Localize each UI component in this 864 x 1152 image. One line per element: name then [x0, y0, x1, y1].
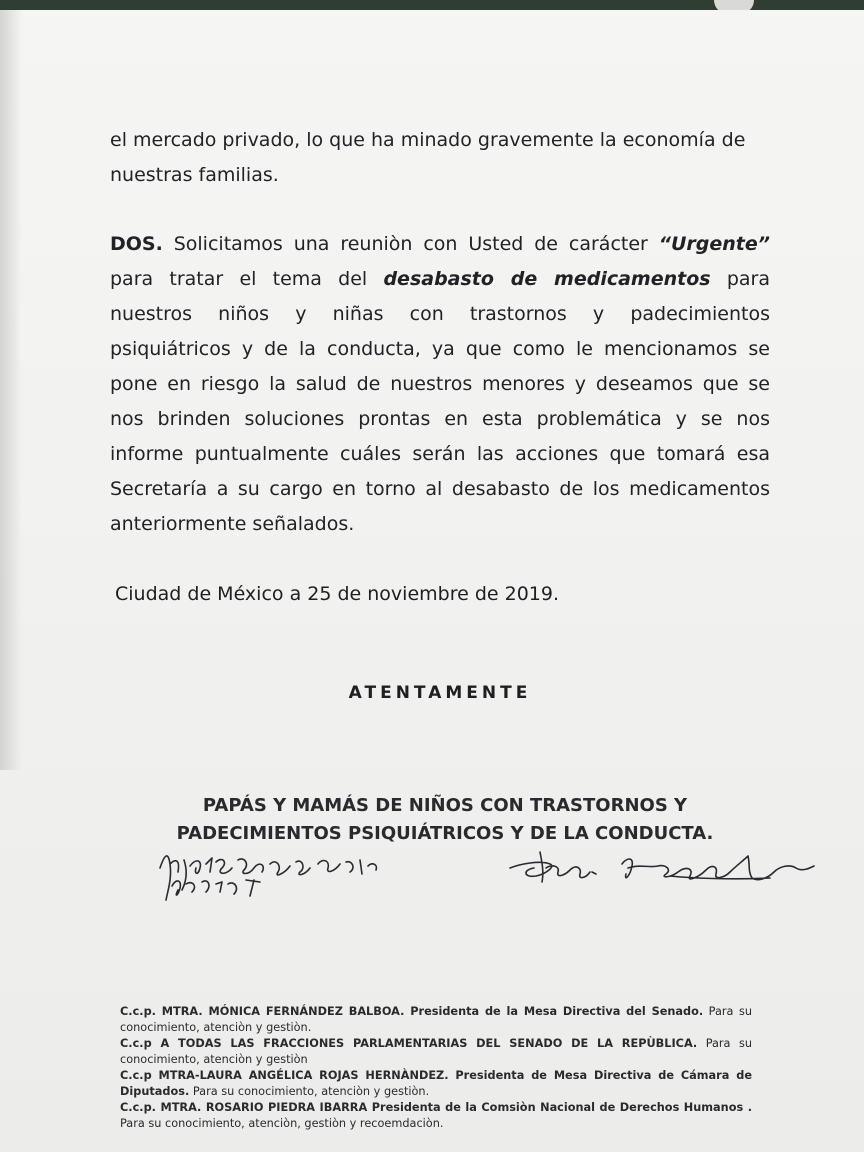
paragraph2-line8: Secretaría a su cargo en torno al desabasto de los medicamentos — [110, 478, 770, 500]
paragraph2-line3: nuestros niños y niñas con trastornos y padecimientos — [110, 303, 770, 325]
paragraph-continuation — [110, 123, 770, 193]
section-lead: DOS. — [110, 233, 163, 255]
signature-2 — [510, 852, 596, 882]
shortage-emphasis: desabasto de medicamentos — [383, 268, 711, 290]
paragraph2-line2: para tratar el tema del desabasto de medicamentos para — [110, 268, 770, 290]
ccp-item-2: C.c.p A TODAS LAS FRACCIONES PARLAMENTARIAS DEL SENADO DE LA REPÙBLICA. Para su conocimiento, atenciòn y gestiòn — [120, 1037, 753, 1066]
closing-salutation: ATENTAMENTE — [348, 683, 532, 703]
ccp-item-4: C.c.p. MTRA. ROSARIO PIEDRA IBARRA Presidenta de la Comsiòn Nacional de Derechos Humanos . Para su conocimiento, atenciòn, gestiòn y recoemdaciòn. — [120, 1101, 752, 1130]
ccp-item-3: C.c.p MTRA-LAURA ANGÉLICA ROJAS HERNÀNDEZ. Presidenta de Mesa Directiva de Cámara de Diputados. Para su conocimiento, atenciòn y gestiòn. — [120, 1069, 752, 1098]
organization-line2: PADECIMIENTOS PSIQUIÁTRICOS Y DE LA CONDUCTA. — [176, 823, 714, 844]
paragraph2-line1: DOS. Solicitamos una reuniòn con Usted de carácter “Urgente” — [110, 233, 770, 255]
paragraph2-line5: pone en riesgo la salud de nuestros menores y deseamos que se — [110, 373, 770, 395]
paragraph-dos — [110, 227, 770, 542]
paragraph2-line7: informe puntualmente cuáles serán las acciones que tomará esa — [110, 443, 770, 465]
paragraph2-line9: anteriormente señalados. — [110, 513, 355, 535]
page-shadow — [0, 10, 22, 770]
signature-1 — [160, 856, 376, 900]
urgent-emphasis: “Urgente” — [658, 233, 770, 255]
ccp-item-1: C.c.p. MTRA. MÓNICA FERNÁNDEZ BALBOA. Presidenta de la Mesa Directiva del Senado. Para su conocimiento, atenciòn y gestiòn. — [120, 1005, 752, 1034]
carbon-copy-list — [120, 1004, 752, 1132]
signature-3 — [622, 856, 814, 880]
paragraph1-line2: nuestras familias. — [110, 164, 279, 186]
organization-line1: PAPÁS Y MAMÁS DE NIÑOS CON TRASTORNOS Y — [202, 795, 688, 816]
document-date: Ciudad de México a 25 de noviembre de 2019. — [115, 583, 560, 605]
paragraph2-line6: nos brinden soluciones prontas en esta problemática y se nos — [110, 408, 770, 430]
paragraph1-line1: el mercado privado, lo que ha minado gravemente la economía de — [110, 129, 746, 151]
paragraph2-line4: psiquiátricos y de la conducta, ya que como le mencionamos se — [110, 338, 770, 360]
handwritten-signatures — [150, 838, 830, 908]
